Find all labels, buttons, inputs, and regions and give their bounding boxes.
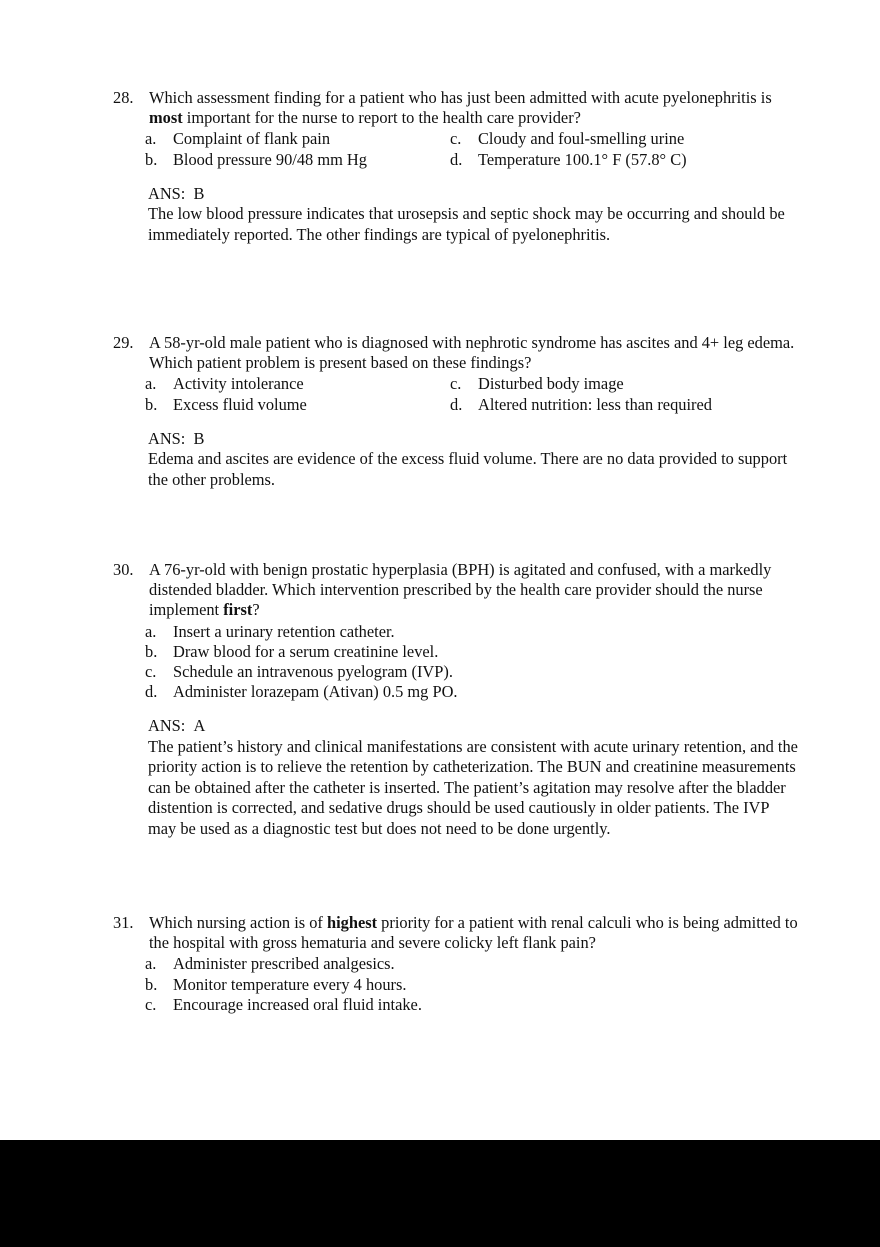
option-letter: a. (145, 954, 157, 974)
option-31-c[interactable] (145, 995, 798, 1015)
option-text: Monitor temperature every 4 hours. (173, 974, 407, 994)
option-28-c[interactable] (450, 129, 798, 149)
question-stem-31 (113, 913, 798, 953)
option-30-a[interactable] (145, 622, 798, 642)
stem-part-tail: ? (252, 600, 260, 620)
option-letter: a. (145, 129, 157, 149)
scan-black-band (0, 1140, 880, 1247)
answer-line-28 (148, 184, 800, 204)
option-29-d[interactable] (450, 395, 798, 415)
options-list-29 (145, 374, 798, 414)
question-stem-29 (113, 333, 798, 373)
option-30-c[interactable] (145, 662, 798, 682)
option-letter: b. (145, 394, 158, 414)
option-text: Complaint of flank pain (173, 129, 331, 149)
question-stem-text-31 (149, 913, 798, 953)
option-letter: b. (145, 974, 158, 994)
option-text: Encourage increased oral fluid intake. (173, 994, 422, 1014)
stem-part-bold: highest (326, 912, 378, 932)
answer-value: A (193, 716, 206, 736)
page-content (113, 88, 798, 1015)
option-letter: c. (145, 994, 157, 1014)
option-29-c[interactable] (450, 374, 798, 394)
option-letter: c. (450, 129, 462, 149)
question-number-30: 30. (113, 560, 134, 580)
options-list-28 (145, 129, 798, 169)
options-list-31 (145, 954, 798, 1015)
option-28-a[interactable] (145, 129, 450, 149)
question-block-31 (113, 913, 798, 1015)
answer-block-29 (148, 429, 800, 490)
option-letter: b. (145, 149, 158, 169)
answer-label: ANS: (148, 428, 186, 448)
answer-value: B (193, 428, 205, 448)
option-28-d[interactable] (450, 150, 798, 170)
answer-line-29 (148, 429, 800, 449)
option-30-b[interactable] (145, 642, 798, 662)
option-letter: a. (145, 621, 157, 641)
rationale-29: Edema and ascites are evidence of the excess fluid volume. There are no data provided to support the other problems. (148, 449, 788, 489)
option-31-a[interactable] (145, 954, 798, 974)
stem-part-tail: important for the nurse to report to the health care provider? (182, 108, 581, 128)
stem-part-plain: Which nursing action is of (149, 912, 327, 932)
stem-part-tail: priority for a patient with renal calculi who is being admitted to the hospital with gross hematuria and severe colicky left flank pain? (149, 912, 798, 953)
option-28-b[interactable] (145, 150, 450, 170)
question-block-28 (113, 88, 798, 245)
option-letter: c. (450, 374, 462, 394)
option-letter: d. (450, 149, 463, 169)
option-text: Cloudy and foul-smelling urine (478, 129, 685, 149)
spacer-after-29 (113, 490, 798, 560)
option-29-b[interactable] (145, 395, 450, 415)
question-stem-text-29 (149, 333, 798, 373)
question-stem-text-30 (149, 560, 798, 621)
option-letter: d. (145, 682, 158, 702)
option-30-d[interactable] (145, 682, 798, 702)
spacer-after-30 (113, 839, 798, 913)
answer-label: ANS: (148, 183, 186, 203)
stem-part-bold: first (223, 600, 253, 620)
option-text: Excess fluid volume (173, 394, 307, 414)
option-letter: a. (145, 374, 157, 394)
option-text: Disturbed body image (478, 374, 624, 394)
option-text: Blood pressure 90/48 mm Hg (173, 149, 367, 169)
option-text: Activity intolerance (173, 374, 304, 394)
rationale-30: The patient’s history and clinical manifestations are consistent with acute urinary retention, and the priority action is to relieve the retention by catheterization. The BUN and creatinine measurements can be obtained after the catheter is inserted. The patient’s agitation may resolve after the bladder distention is corrected, and sedative drugs should be used cautiously in older patients. The IVP may be used as a diagnostic test but does not need to be done urgently. (148, 736, 798, 838)
stem-part-plain: Which assessment finding for a patient who has just been admitted with acute pyelonephritis is (149, 88, 772, 107)
option-text: Temperature 100.1° F (57.8° C) (478, 149, 687, 169)
stem-part-bold: most (149, 108, 183, 128)
question-block-30 (113, 560, 798, 839)
answer-value: B (193, 183, 205, 203)
question-number-29: 29. (113, 333, 134, 353)
option-29-a[interactable] (145, 374, 450, 394)
option-text: Schedule an intravenous pyelogram (IVP). (173, 662, 453, 682)
question-stem-30 (113, 560, 798, 621)
stem-part-plain: A 76-yr-old with benign prostatic hyperplasia (BPH) is agitated and confused, with a markedly distended bladder. Which intervention prescribed by the health care provider should the nurse implement (149, 560, 772, 620)
answer-block-30 (148, 716, 800, 838)
stem-part-plain: A 58-yr-old male patient who is diagnosed with nephrotic syndrome has ascites and 4+ leg edema. Which patient problem is present based on these findings? (149, 333, 795, 373)
question-stem-28 (113, 88, 798, 128)
option-text: Administer prescribed analgesics. (173, 954, 395, 974)
question-stem-text-28 (149, 88, 798, 128)
option-text: Insert a urinary retention catheter. (173, 621, 395, 641)
answer-block-28 (148, 184, 800, 245)
option-letter: c. (145, 662, 157, 682)
answer-label: ANS: (148, 716, 186, 736)
question-number-31: 31. (113, 912, 134, 932)
answer-line-30 (148, 716, 800, 736)
option-text: Altered nutrition: less than required (478, 394, 712, 414)
options-list-30 (145, 622, 798, 703)
question-number-28: 28. (113, 88, 134, 107)
option-letter: d. (450, 394, 463, 414)
spacer-after-28 (113, 245, 798, 333)
option-31-b[interactable] (145, 975, 798, 995)
rationale-28: The low blood pressure indicates that urosepsis and septic shock may be occurring and should be immediately reported. The other findings are typical of pyelonephritis. (148, 204, 785, 244)
option-text: Administer lorazepam (Ativan) 0.5 mg PO. (173, 682, 458, 702)
question-block-29 (113, 333, 798, 490)
option-text: Draw blood for a serum creatinine level. (173, 641, 439, 661)
option-letter: b. (145, 641, 158, 661)
